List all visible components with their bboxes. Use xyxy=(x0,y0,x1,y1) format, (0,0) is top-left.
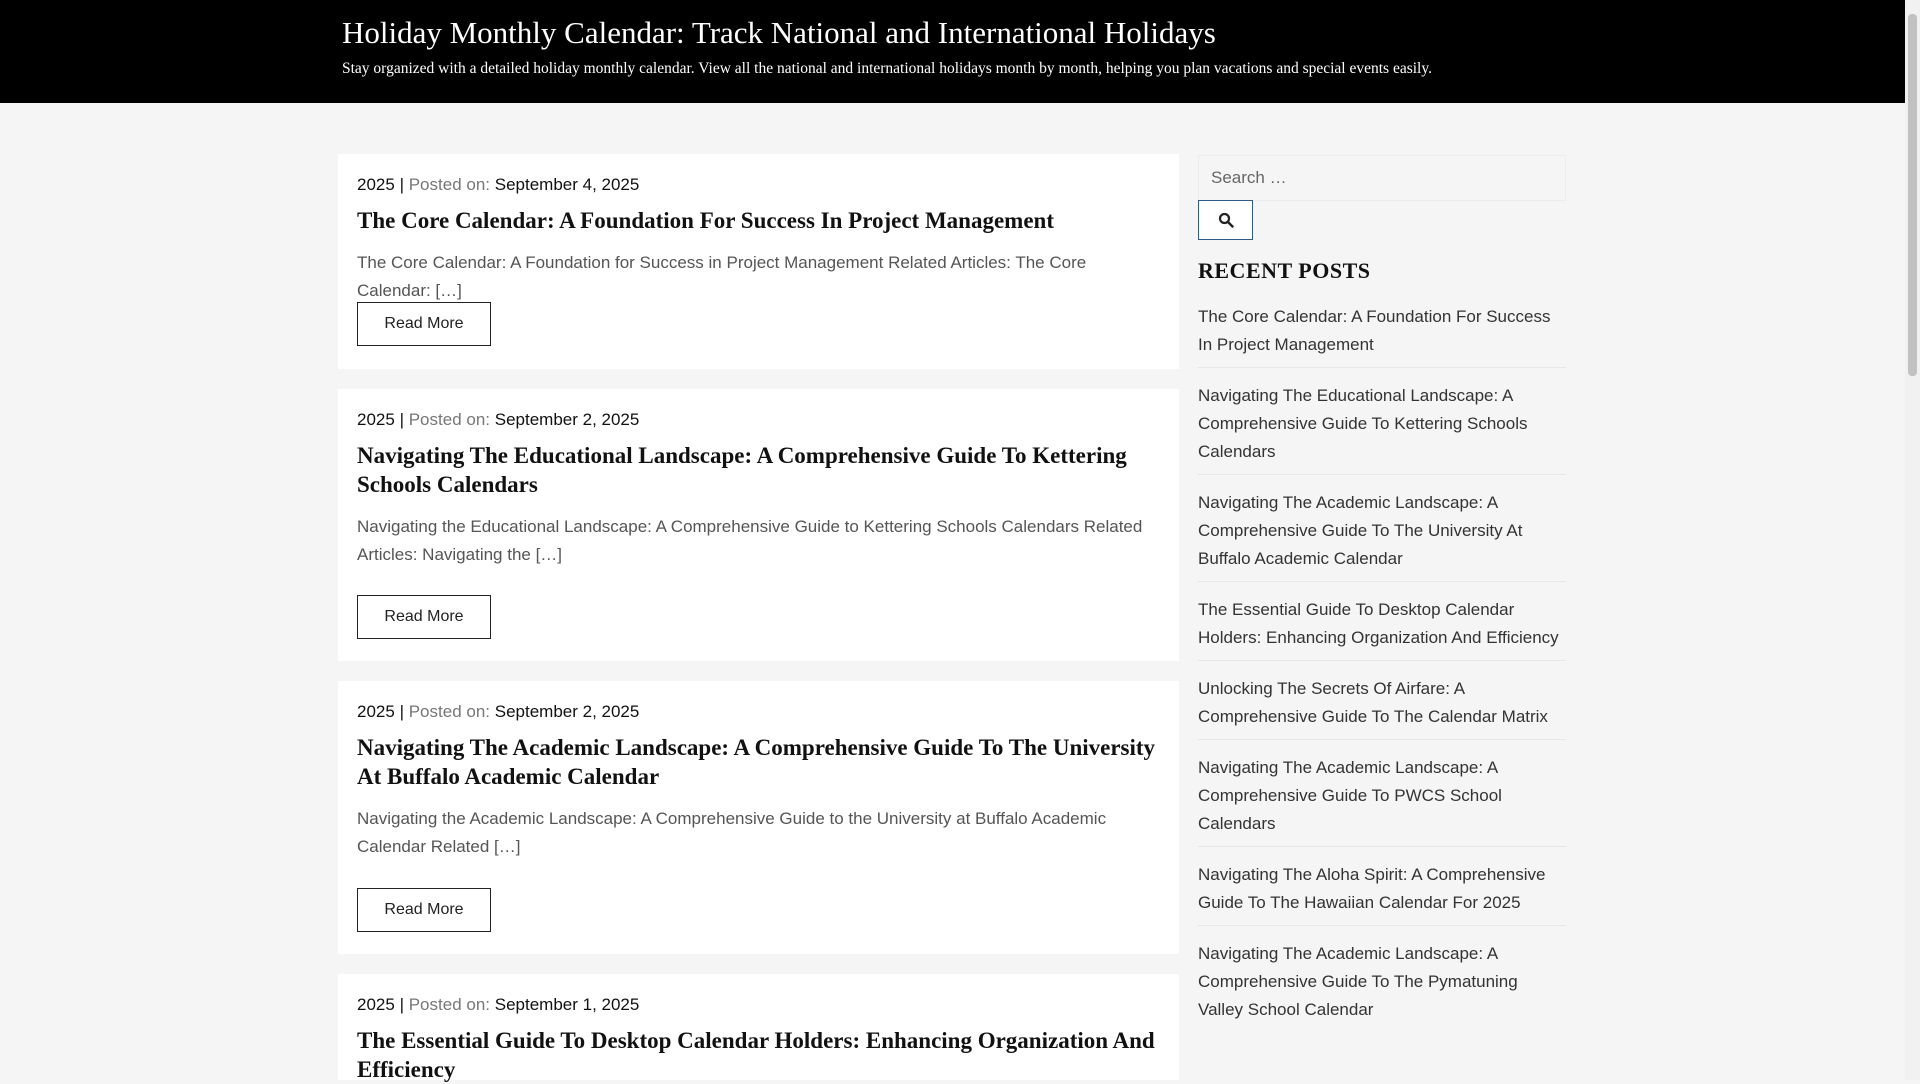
meta-separator: | xyxy=(399,410,404,429)
search-input[interactable] xyxy=(1198,155,1566,201)
posted-on-label: Posted on: xyxy=(408,175,490,194)
post-meta xyxy=(357,409,1160,431)
site-tagline: Stay organized with a detailed holiday monthly calendar. View all the national and international holidays month by month, helping you plan vacations and special events easily. xyxy=(342,60,1432,77)
post-excerpt: Navigating the Academic Landscape: A Comprehensive Guide to the University at Buffalo Academic Calendar Related […] xyxy=(357,809,1107,856)
posted-on-label: Posted on: xyxy=(408,995,490,1014)
read-more-button[interactable]: Read More xyxy=(357,302,491,346)
recent-post-link[interactable]: The Core Calendar: A Foundation For Success In Project Management xyxy=(1198,303,1566,368)
post-date[interactable]: September 2, 2025 xyxy=(494,702,640,721)
post-card xyxy=(338,154,1179,369)
recent-posts-title: RECENT POSTS xyxy=(1198,258,1371,283)
read-more-button[interactable]: Read More xyxy=(357,595,491,639)
recent-post-link[interactable]: Navigating The Academic Landscape: A Comprehensive Guide To The University At Buffalo Academic Calendar xyxy=(1198,489,1566,582)
post-card xyxy=(338,681,1179,954)
meta-separator: | xyxy=(399,995,404,1014)
recent-posts-list xyxy=(1198,303,1566,1046)
post-excerpt: Navigating the Educational Landscape: A Comprehensive Guide to Kettering Schools Calendars Related Articles: Navigating the […] xyxy=(357,517,1143,564)
post-date[interactable]: September 2, 2025 xyxy=(494,410,640,429)
recent-post-link[interactable]: Unlocking The Secrets Of Airfare: A Comprehensive Guide To The Calendar Matrix xyxy=(1198,675,1566,740)
post-meta xyxy=(357,994,1160,1016)
post-title[interactable]: Navigating The Academic Landscape: A Comprehensive Guide To The University At Buffalo Academic Calendar xyxy=(357,735,1156,789)
post-title[interactable]: Navigating The Educational Landscape: A Comprehensive Guide To Kettering Schools Calendars xyxy=(357,443,1127,497)
recent-post-link[interactable]: The Essential Guide To Desktop Calendar Holders: Enhancing Organization And Efficiency xyxy=(1198,596,1566,661)
search-button[interactable] xyxy=(1198,200,1253,240)
read-more-button[interactable]: Read More xyxy=(357,888,491,932)
post-year[interactable]: 2025 xyxy=(357,410,395,429)
post-year[interactable]: 2025 xyxy=(357,702,395,721)
site-header xyxy=(0,0,1905,103)
recent-post-link[interactable]: Navigating The Aloha Spirit: A Comprehensive Guide To The Hawaiian Calendar For 2025 xyxy=(1198,861,1566,926)
site-title[interactable]: Holiday Monthly Calendar: Track National and International Holidays xyxy=(342,15,1216,50)
post-year[interactable]: 2025 xyxy=(357,175,395,194)
meta-separator: | xyxy=(399,702,404,721)
meta-separator: | xyxy=(399,175,404,194)
recent-post-link[interactable]: Navigating The Academic Landscape: A Comprehensive Guide To The Pymatuning Valley School Calendar xyxy=(1198,944,1518,1019)
recent-post-link[interactable]: Navigating The Educational Landscape: A Comprehensive Guide To Kettering Schools Calendars xyxy=(1198,382,1566,475)
recent-post-link[interactable]: Navigating The Academic Landscape: A Comprehensive Guide To PWCS School Calendars xyxy=(1198,754,1566,847)
post-meta xyxy=(357,701,1160,723)
posted-on-label: Posted on: xyxy=(408,702,490,721)
post-year[interactable]: 2025 xyxy=(357,995,395,1014)
post-meta xyxy=(357,174,1160,196)
post-card xyxy=(338,389,1179,661)
search-icon xyxy=(1218,212,1234,228)
post-title[interactable]: The Essential Guide To Desktop Calendar Holders: Enhancing Organization And Efficiency xyxy=(357,1028,1155,1082)
post-excerpt: The Core Calendar: A Foundation for Success in Project Management Related Articles: The Core Calendar: […] xyxy=(357,253,1087,300)
post-date[interactable]: September 1, 2025 xyxy=(494,995,640,1014)
scrollbar-thumb[interactable] xyxy=(1908,14,1917,376)
post-date[interactable]: September 4, 2025 xyxy=(494,175,640,194)
post-card xyxy=(338,974,1179,1080)
post-title[interactable]: The Core Calendar: A Foundation For Success In Project Management xyxy=(357,208,1054,233)
posted-on-label: Posted on: xyxy=(408,410,490,429)
